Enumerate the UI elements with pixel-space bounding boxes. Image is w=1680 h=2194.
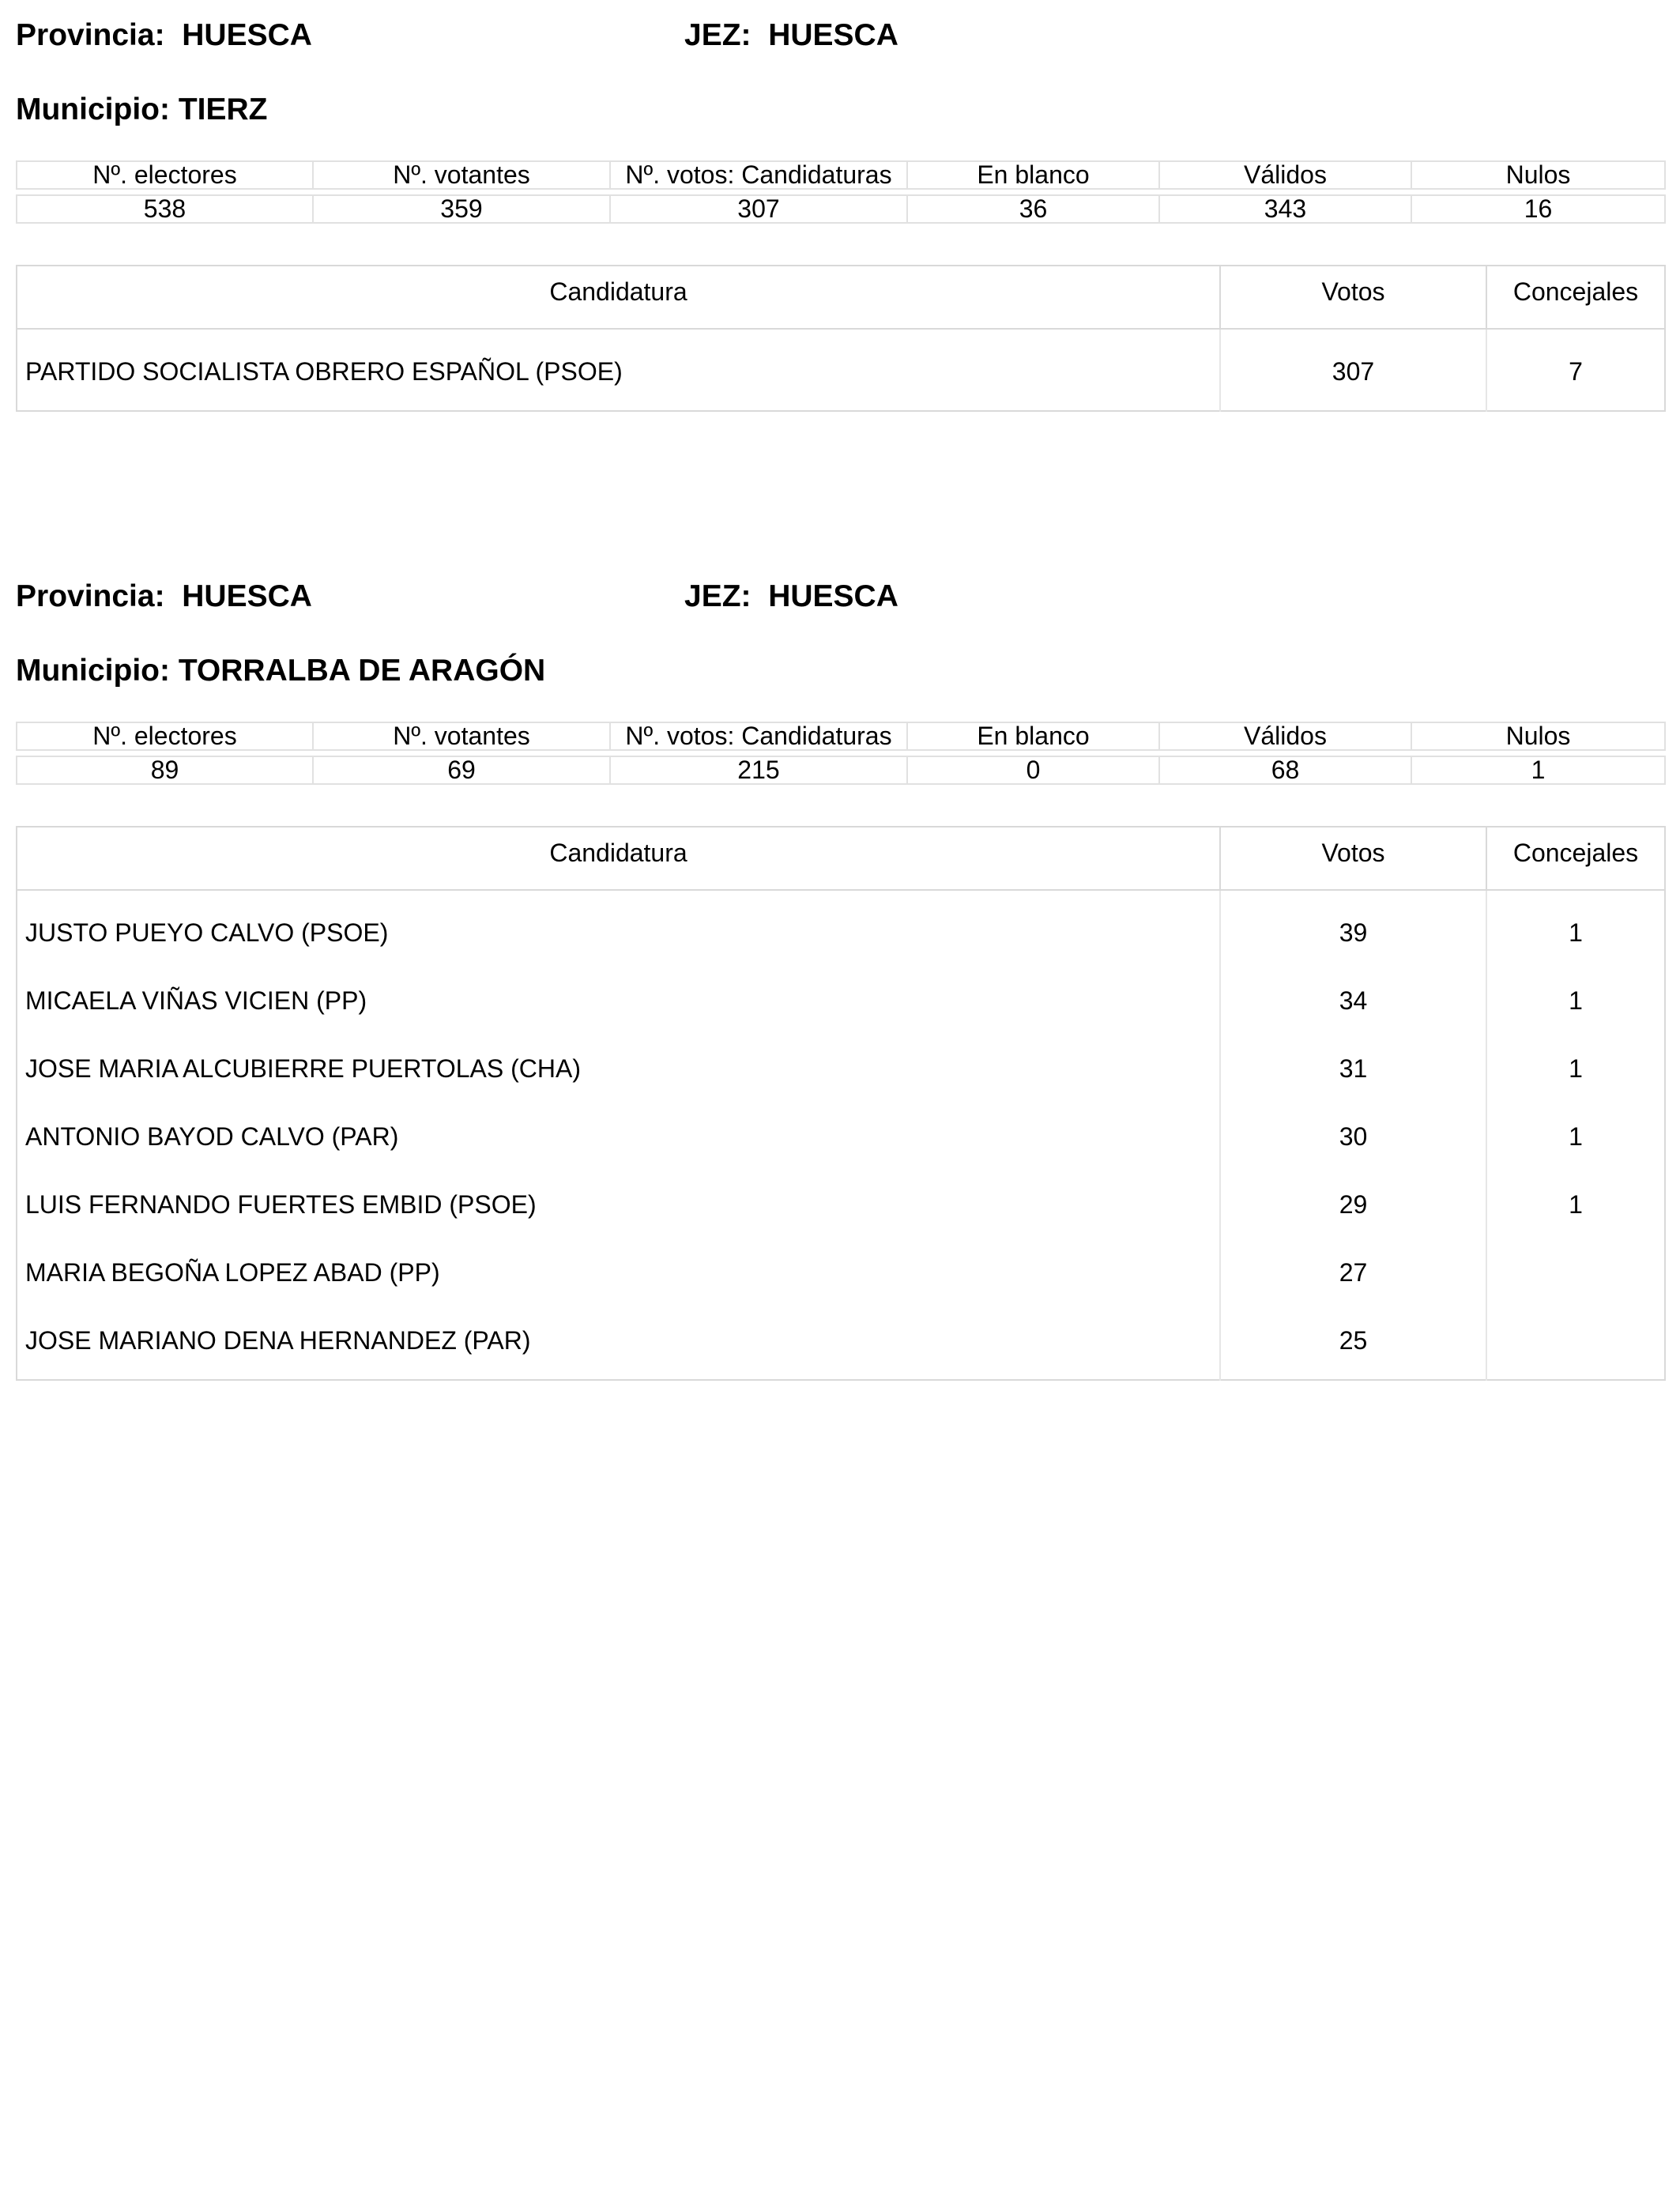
candidate-concejales [1486, 1238, 1665, 1306]
candidate-votos: 30 [1220, 1103, 1486, 1171]
concejales-header: Concejales [1486, 266, 1665, 329]
stats-header-row [17, 722, 1665, 750]
municipio-label: Municipio: [16, 92, 170, 126]
provincia-value: HUESCA [182, 579, 312, 613]
candidate-row [17, 1103, 1665, 1171]
candidate-votos: 27 [1220, 1238, 1486, 1306]
municipio-label: Municipio: [16, 654, 170, 688]
votos-header: Votos [1220, 266, 1486, 329]
stats-header-validos: Válidos [1159, 722, 1411, 750]
candidates-header-row [17, 266, 1665, 329]
candidate-votos: 34 [1220, 967, 1486, 1035]
stats-header-electores: Nº. electores [17, 722, 313, 750]
jez-value: HUESCA [768, 18, 898, 52]
stats-header-electores: Nº. electores [17, 161, 313, 189]
candidate-row [17, 890, 1665, 967]
stats-value-en-blanco: 0 [907, 756, 1159, 784]
municipio-value: TIERZ [178, 92, 268, 126]
municipio-line [16, 90, 267, 130]
provincia-label: Provincia: [16, 579, 165, 613]
candidate-concejales: 1 [1569, 986, 1583, 1015]
candidate-votos: 39 [1220, 890, 1486, 967]
stats-spacer [17, 189, 1665, 195]
candidatura-header: Candidatura [17, 827, 1220, 890]
stats-value-electores: 538 [17, 195, 313, 223]
jez-value: HUESCA [768, 579, 898, 613]
stats-value-nulos: 16 [1411, 195, 1665, 223]
candidate-row [17, 1171, 1665, 1238]
candidate-name: JOSE MARIA ALCUBIERRE PUERTOLAS (CHA) [17, 1035, 1220, 1103]
stats-value-electores: 89 [17, 756, 313, 784]
municipio-value: TORRALBA DE ARAGÓN [178, 654, 546, 688]
stats-table [16, 160, 1666, 224]
candidate-name: JUSTO PUEYO CALVO (PSOE) [17, 890, 1220, 967]
candidate-votos: 307 [1220, 329, 1486, 411]
provincia-label: Provincia: [16, 18, 165, 52]
stats-header-nulos: Nulos [1411, 161, 1665, 189]
stats-header-en-blanco: En blanco [907, 161, 1159, 189]
stats-value-row [17, 756, 1665, 784]
candidates-table [16, 826, 1666, 1381]
stats-header-en-blanco: En blanco [907, 722, 1159, 750]
provincia-line [16, 16, 312, 55]
stats-value-en-blanco: 36 [907, 195, 1159, 223]
stats-header-votantes: Nº. votantes [313, 722, 610, 750]
jez-label: JEZ: [684, 18, 751, 52]
stats-value-validos: 343 [1159, 195, 1411, 223]
votos-header: Votos [1220, 827, 1486, 890]
candidate-votos: 29 [1220, 1171, 1486, 1238]
candidate-votos: 25 [1220, 1306, 1486, 1380]
municipio-line [16, 651, 545, 691]
provincia-value: HUESCA [182, 18, 312, 52]
provincia-line [16, 577, 312, 616]
stats-value-row [17, 195, 1665, 223]
candidate-name: PARTIDO SOCIALISTA OBRERO ESPAÑOL (PSOE) [17, 329, 1220, 411]
jez-line [684, 577, 898, 616]
candidate-name: ANTONIO BAYOD CALVO (PAR) [17, 1103, 1220, 1171]
candidates-table [16, 265, 1666, 412]
stats-table [16, 722, 1666, 785]
stats-spacer [17, 750, 1665, 756]
stats-header-validos: Válidos [1159, 161, 1411, 189]
candidate-row [17, 1306, 1665, 1380]
stats-value-votantes: 359 [313, 195, 610, 223]
stats-spacer-cell [17, 189, 1665, 195]
stats-header-row [17, 161, 1665, 189]
concejales-header: Concejales [1486, 827, 1665, 890]
stats-value-votos-candidaturas: 215 [610, 756, 907, 784]
candidate-concejales: 7 [1569, 356, 1583, 386]
candidate-name: LUIS FERNANDO FUERTES EMBID (PSOE) [17, 1171, 1220, 1238]
stats-value-nulos: 1 [1411, 756, 1665, 784]
candidate-row [17, 1035, 1665, 1103]
candidate-name: MARIA BEGOÑA LOPEZ ABAD (PP) [17, 1238, 1220, 1306]
stats-header-votos-candidaturas: Nº. votos: Candidaturas [610, 722, 907, 750]
stats-value-votos-candidaturas: 307 [610, 195, 907, 223]
candidate-concejales: 1 [1569, 918, 1583, 947]
candidate-votos: 31 [1220, 1035, 1486, 1103]
stats-header-votos-candidaturas: Nº. votos: Candidaturas [610, 161, 907, 189]
candidate-row [17, 329, 1665, 411]
jez-line [684, 16, 898, 55]
candidate-name: MICAELA VIÑAS VICIEN (PP) [17, 967, 1220, 1035]
stats-header-nulos: Nulos [1411, 722, 1665, 750]
candidate-concejales [1486, 1306, 1665, 1380]
candidates-header-row [17, 827, 1665, 890]
candidate-concejales: 1 [1569, 1054, 1583, 1083]
candidate-row [17, 967, 1665, 1035]
candidate-concejales: 1 [1569, 1122, 1583, 1151]
candidate-concejales: 1 [1569, 1189, 1583, 1219]
stats-header-votantes: Nº. votantes [313, 161, 610, 189]
candidate-row [17, 1238, 1665, 1306]
stats-value-validos: 68 [1159, 756, 1411, 784]
stats-value-votantes: 69 [313, 756, 610, 784]
jez-label: JEZ: [684, 579, 751, 613]
stats-spacer-cell [17, 750, 1665, 756]
candidate-name: JOSE MARIANO DENA HERNANDEZ (PAR) [17, 1306, 1220, 1380]
candidatura-header: Candidatura [17, 266, 1220, 329]
